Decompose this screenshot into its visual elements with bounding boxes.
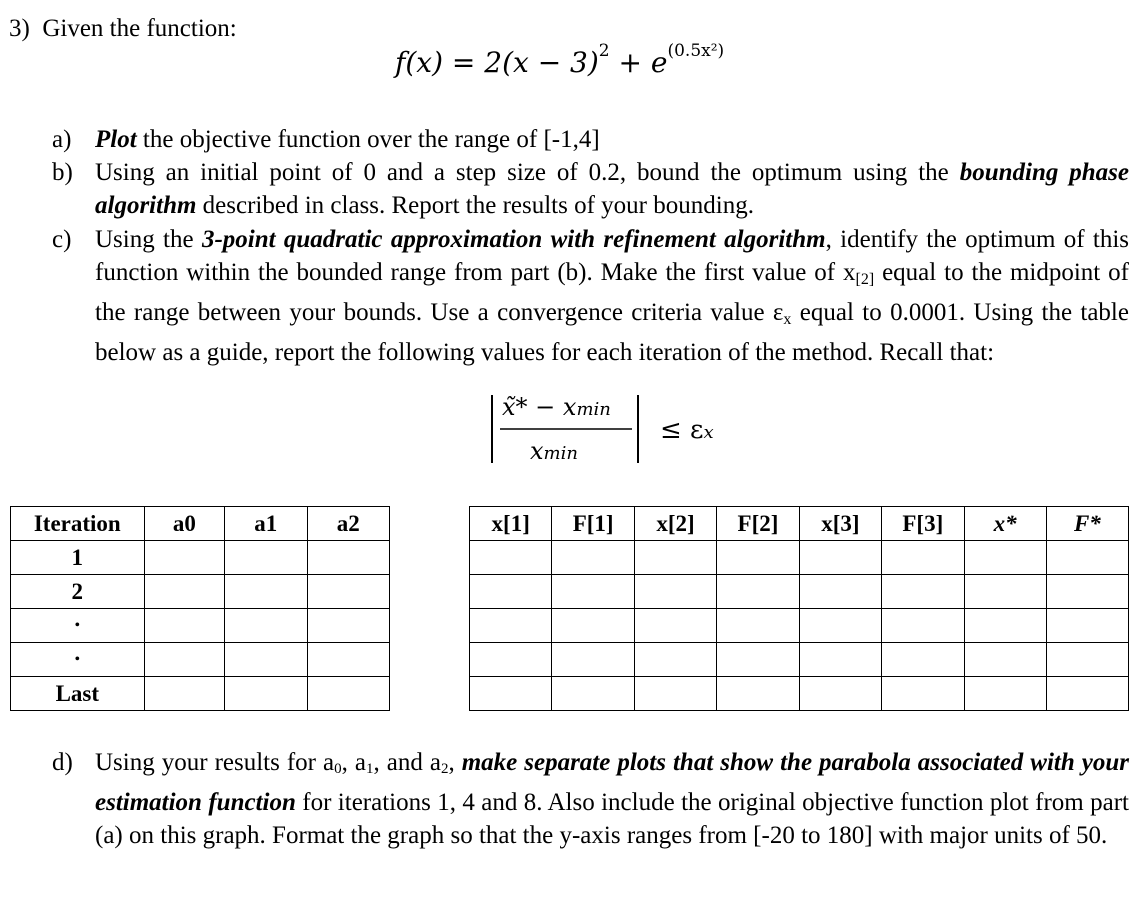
part-d-text: Using your results for a0, a1, and a2, make separate plots that show the parabola associated with your estimation function for iterations 1, 4 and 8. Also include the original objective function plot from part (a) on this graph. Format the graph so that the y-axis ranges from [-20 to 180] with major units of 50. [95, 749, 1129, 849]
formula-lhs: f(x) = 2(x − 3) [395, 46, 599, 79]
question-heading [9, 12, 237, 45]
header-f3: F[3] [882, 507, 964, 541]
table-row [11, 643, 390, 677]
iteration-cell: Last [11, 677, 145, 711]
header-a0: a0 [144, 507, 224, 541]
table-row [470, 541, 1129, 575]
criterion-denominator: xmin [530, 437, 578, 465]
header-f-star: F* [1046, 507, 1128, 541]
part-d-label: d) [52, 749, 73, 776]
header-iteration: Iteration [11, 507, 145, 541]
part-a-text: Plot the objective function over the range of [-1,4] [95, 126, 600, 153]
table-row [470, 643, 1129, 677]
iteration-coefficients-table [10, 506, 390, 711]
question-intro: Given the function: [42, 15, 237, 42]
formula-plus-e: + e [618, 46, 668, 79]
table-row [11, 609, 390, 643]
iteration-points-table [469, 506, 1129, 711]
criterion-numerator: x̃* − xmin [502, 393, 611, 421]
table-row [470, 609, 1129, 643]
iteration-cell: • [11, 609, 145, 643]
header-f2: F[2] [717, 507, 799, 541]
header-a1: a1 [225, 507, 307, 541]
table-row [11, 541, 390, 575]
header-f1: F[1] [552, 507, 634, 541]
part-b-text: Using an initial point of 0 and a step size of 0.2, bound the optimum using the bounding phase algorithm described in class. Report the results of your bounding. [95, 159, 1129, 219]
table-row [11, 677, 390, 711]
part-a-label: a) [52, 126, 72, 153]
formula-square: 2 [598, 40, 610, 61]
iteration-cell: 1 [11, 541, 145, 575]
part-b-label: b) [52, 159, 73, 186]
header-x3: x[3] [799, 507, 881, 541]
header-x1: x[1] [470, 507, 552, 541]
table-row [470, 677, 1129, 711]
iteration-cell: 2 [11, 575, 145, 609]
part-c-text: Using the 3-point quadratic approximation with refinement algorithm, identify the optimum of this function within the bounded range from part (b). Make the first value of $x_{[2]}$ equal to the midpoint of the range between your bounds. Use a convergence criteria value $\varepsilon_x$ equal to 0.0001. Using the table below as a guide, report the following values for each iteration of the method. Recall that: [95, 226, 1130, 366]
criterion-relation: ≤ εx [660, 415, 714, 445]
objective-function [395, 40, 725, 79]
header-x2: x[2] [634, 507, 716, 541]
formula-exponent: (0.5x²) [667, 40, 725, 61]
iteration-cell: • [11, 643, 145, 677]
convergence-criterion [490, 393, 740, 473]
table-row [470, 575, 1129, 609]
question-number: 3) [9, 15, 30, 42]
part-c-label: c) [52, 226, 72, 253]
table-row [11, 575, 390, 609]
header-x-star: x* [964, 507, 1046, 541]
header-a2: a2 [307, 507, 389, 541]
